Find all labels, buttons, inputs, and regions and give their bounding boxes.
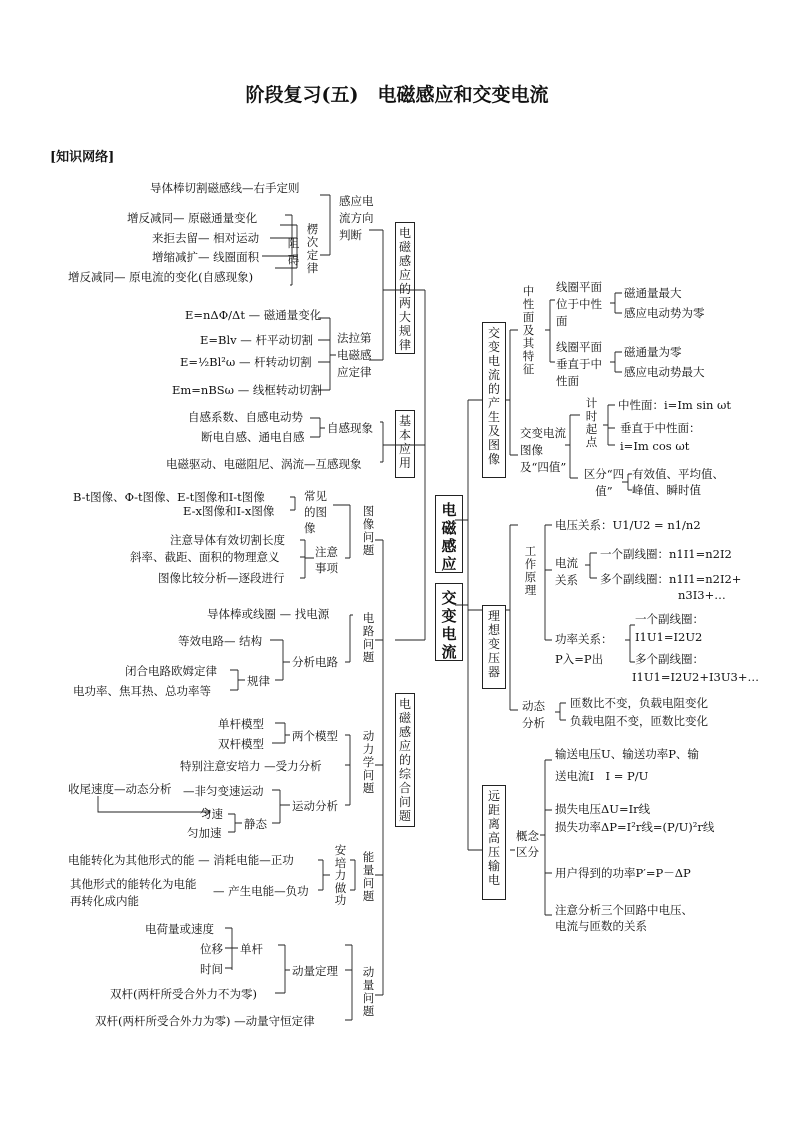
neutral-plane: 中性面及其特征 — [522, 284, 535, 376]
power-relation: 功率关系： — [555, 632, 613, 646]
power-single-eq: I1U1=I2U2 — [635, 630, 703, 644]
transformer-box: 理想变压器 — [482, 605, 506, 689]
circuit-problem: 电路问题 — [362, 611, 375, 664]
two-models: 两个模型 — [292, 729, 338, 743]
common-images: 常见的图像 — [304, 489, 327, 535]
dynamic-item-2: 负载电阻不变，匝数比变化 — [570, 714, 708, 728]
single-rod: 单杆 — [240, 942, 263, 956]
faraday-item-4: Em=nBSω — 线框转动切割 — [172, 383, 322, 397]
current-multi: 多个副线圈：n1I1=n2I2+ — [600, 572, 742, 586]
uniform-acceleration: 匀加速 — [187, 826, 222, 840]
displacement: 位移 — [200, 942, 223, 956]
perpendicular-start: 垂直于中性面： — [620, 421, 701, 435]
current-relation: 电流关系 — [555, 556, 578, 587]
right-hand-rule: 导体棒切割磁感线—右手定则 — [150, 181, 300, 195]
positive-work-line1: 其他形式的能转化为电能 — [70, 877, 197, 891]
ac-graph-four-values: 交变电流图像及“四值” — [520, 426, 567, 474]
note-3: 图像比较分析—逐段进行 — [158, 571, 285, 585]
rules-box: 电磁感应的两大规律 — [395, 222, 415, 354]
nonuniform-motion: —非匀变速运动 — [183, 784, 264, 798]
negative-work: 电能转化为其他形式的能 — 消耗电能—正功 — [68, 853, 294, 867]
energy-problem: 能量问题 — [362, 850, 375, 903]
current-single: 一个副线圈：n1I1=n2I2 — [600, 547, 732, 561]
max-emf: 感应电动势最大 — [624, 365, 705, 379]
integrated-box: 电磁感应的综合问题 — [395, 693, 415, 827]
double-rod-model: 双杆模型 — [218, 737, 264, 751]
transmission-box: 远距离高压输电 — [482, 785, 506, 900]
peak-instant: 峰值、瞬时值 — [632, 483, 701, 497]
static-analysis: 静态 — [244, 817, 267, 831]
image-problem: 图像问题 — [362, 504, 375, 557]
lenz-law: 楞次定律 — [306, 222, 319, 275]
effective-average: 有效值、平均值、 — [632, 467, 724, 481]
transmission-item-1: 输送电压U、输送功率P、输 — [555, 747, 699, 761]
working-principle: 工作原理 — [524, 544, 537, 597]
timing-start: 计时起点 — [585, 396, 598, 449]
self-item-2: 断电自感、通电自感 — [201, 430, 305, 444]
dynamic-item-1: 匝数比不变，负载电阻变化 — [570, 696, 708, 710]
voltage-relation: 电压关系：U1/U2 = n1/n2 — [555, 518, 701, 532]
self-item-1: 自感系数、自感电动势 — [188, 410, 303, 424]
impede-label: 阻碍 — [287, 236, 300, 267]
faraday-law: 法拉第电磁感应定律 — [337, 331, 372, 379]
image-item-2: E-x图像和I-x图像 — [183, 504, 275, 518]
zero-flux: 磁通量为零 — [624, 345, 682, 359]
image-item-1: B-t图像、Φ-t图像、E-t图像和I-t图像 — [73, 490, 265, 504]
zero-emf: 感应电动势为零 — [624, 306, 705, 320]
dynamic-analysis: 动态分析 — [522, 699, 545, 730]
circuit-law: 规律 — [247, 674, 270, 688]
double-rod-nonzero: 双杆(两杆所受合外力不为零) — [110, 987, 257, 1001]
current-multi-cont: n3I3+… — [678, 588, 726, 602]
lenz-item-1: 增反减同— 原磁通量变化 — [127, 211, 258, 225]
uniform-velocity: 匀速 — [200, 807, 223, 821]
loss-voltage: 损失电压ΔU=Ir线 — [555, 802, 651, 816]
dynamics-problem: 动力学问题 — [362, 729, 375, 795]
note-2: 斜率、截距、面积的物理意义 — [130, 550, 280, 564]
power-single: 一个副线圈： — [635, 612, 704, 626]
plane-in-neutral: 线圈平面位于中性面 — [556, 280, 602, 328]
plane-perpendicular: 线圈平面垂直于中性面 — [556, 340, 602, 388]
double-rod-zero: 双杆(两杆所受合外力为零) —动量守恒定律 — [95, 1014, 315, 1028]
distinguish-four-values: 区分“四值” — [583, 467, 625, 498]
concept-distinguish: 概念区分 — [516, 829, 539, 859]
root-em-box: 电磁感应 — [435, 495, 463, 573]
time: 时间 — [200, 962, 223, 976]
single-rod-model: 单杆模型 — [218, 717, 264, 731]
terminal-velocity: 收尾速度—动态分析 — [68, 782, 172, 796]
ohm-law: 闭合电路欧姆定律 — [125, 664, 217, 678]
ampere-work: 安培力做功 — [334, 843, 347, 907]
faraday-item-3: E=½Bl²ω — 杆转动切割 — [180, 355, 312, 369]
force-analysis: 特别注意安培力 —受力分析 — [180, 759, 322, 773]
power-heat: 电功率、焦耳热、总功率等 — [73, 684, 211, 698]
notes: 注意事项 — [315, 545, 338, 575]
user-power: 用户得到的功率P′=P－ΔP — [555, 866, 691, 880]
positive-work-tail: — 产生电能—负功 — [213, 884, 309, 898]
note-1: 注意导体有效切割长度 — [170, 533, 285, 547]
lenz-item-2: 来拒去留— 相对运动 — [152, 231, 260, 245]
page-title: 阶段复习(五) 电磁感应和交变电流 — [245, 84, 549, 106]
note-three-loops-1: 注意分析三个回路中电压、 — [555, 903, 693, 917]
section-heading: [知识网络] — [50, 150, 115, 165]
momentum-theorem: 动量定理 — [292, 964, 338, 978]
self-induction: 自感现象 — [327, 421, 373, 435]
root-ac-box: 交变电流 — [435, 583, 463, 661]
lenz-item-4: 增反减同— 原电流的变化(自感现象) — [68, 270, 254, 284]
faraday-item-1: E=nΔΦ/Δt — 磁通量变化 — [185, 308, 322, 322]
equivalent-circuit: 等效电路— 结构 — [178, 634, 263, 648]
analyze-circuit: 分析电路 — [292, 655, 338, 669]
note-three-loops-2: 电流与匝数的关系 — [555, 919, 647, 933]
power-multi: 多个副线圈： — [635, 652, 704, 666]
lenz-item-3: 增缩减扩— 线圈面积 — [152, 250, 260, 264]
sin-formula: 中性面：i=Im sin ωt — [618, 398, 732, 412]
ac-generation-box: 交变电流的产生及图像 — [482, 322, 506, 478]
cos-formula: i=Im cos ωt — [620, 439, 690, 453]
power-multi-eq: I1U1=I2U2+I3U3+… — [632, 670, 760, 684]
mutual-induction: 电磁驱动、电磁阻尼、涡流—互感现象 — [166, 457, 362, 471]
motion-analysis: 运动分析 — [292, 799, 338, 813]
direction-judgement: 感应电流方向判断 — [339, 194, 374, 242]
max-flux: 磁通量最大 — [624, 286, 682, 300]
transmission-item-2: 送电流I I = P/U — [555, 769, 649, 783]
basic-box: 基本应用 — [395, 410, 415, 478]
loss-power: 损失功率ΔP=I²r线=(P/U)²r线 — [555, 820, 715, 834]
find-source: 导体棒或线圈 — 找电源 — [207, 607, 330, 621]
charge-or-speed: 电荷量或速度 — [145, 922, 214, 936]
faraday-item-2: E=Blv — 杆平动切割 — [200, 333, 313, 347]
positive-work-line2: 再转化成内能 — [70, 894, 139, 908]
power-equal: P入=P出 — [555, 652, 604, 666]
momentum-problem: 动量问题 — [362, 965, 375, 1018]
